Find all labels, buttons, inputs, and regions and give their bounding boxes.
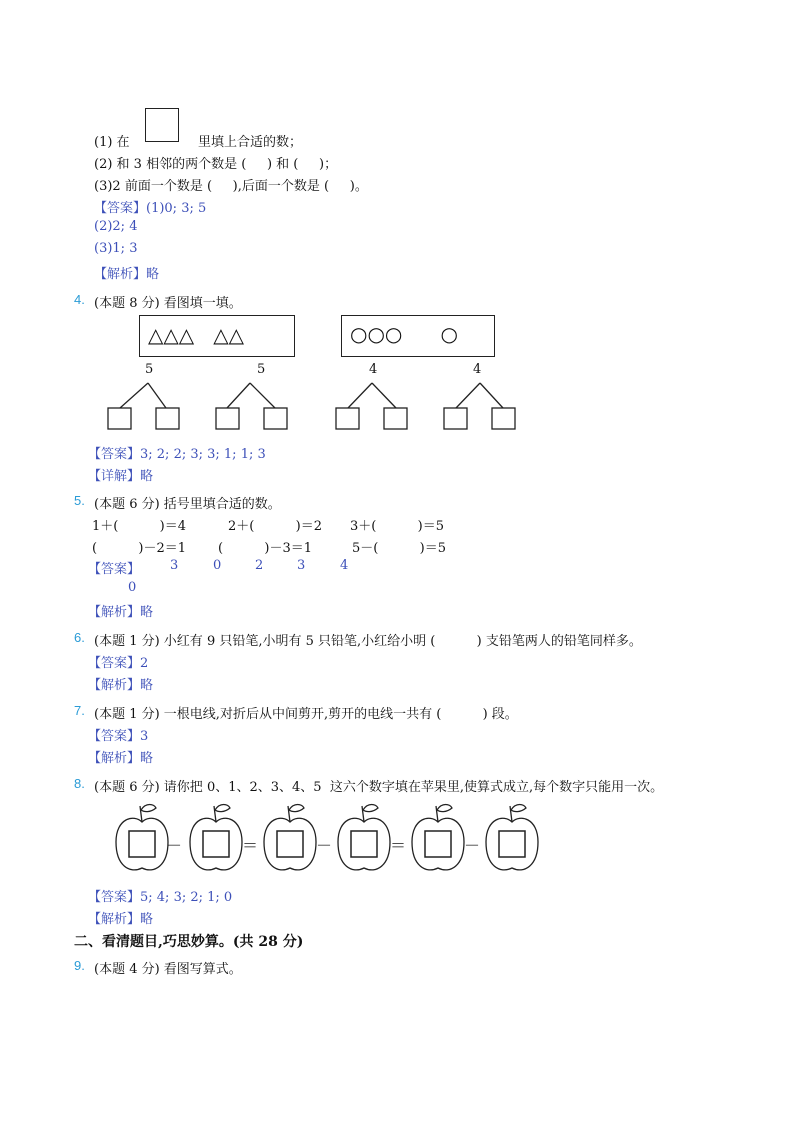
q4-analysis: 【详解】略 [88,469,154,484]
operator-symbol: － [166,836,183,855]
q4-answer: 【答案】3; 2; 2; 3; 3; 1; 1; 3 [88,447,266,462]
tree-label: 5 [257,362,266,377]
q3-answer-3: (3)1; 3 [94,241,138,256]
q9-text: (本题 4 分) 看图写算式。 [94,962,242,977]
q7-analysis: 【解析】略 [88,751,154,766]
apple-icon [486,805,538,870]
answer-box [203,831,229,857]
tree-label: 4 [369,362,378,377]
q5-answer-label: 【答案】 [88,562,141,577]
q3-part3: (3)2 前面一个数是 ( ),后面一个数是 ( )。 [94,179,368,194]
q5-number: 5. [74,493,85,508]
apple-icon [116,805,168,870]
q4-number: 4. [74,292,85,307]
answer-box [108,408,131,429]
answer-value: 3 [170,558,179,573]
q6-text: (本题 1 分) 小红有 9 只铅笔,小明有 5 只铅笔,小红给小明 ( ) 支铅笔两人的铅笔同样多。 [94,634,642,649]
q8-analysis: 【解析】略 [88,912,154,927]
q7-number: 7. [74,703,85,718]
apple-icon [190,805,242,870]
q3-part1-prefix: (1) 在 [94,135,130,150]
answer-value: 4 [340,558,349,573]
equation: 3＋( )＝5 [350,519,445,534]
q5-analysis: 【解析】略 [88,605,154,620]
q8-answer: 【答案】5; 4; 3; 2; 1; 0 [88,890,233,905]
answer-box [264,408,287,429]
q3-answer-2: (2)2; 4 [94,219,138,234]
apple-icon [412,805,464,870]
answer-value: 0 [213,558,222,573]
q3-analysis: 【解析】略 [94,267,160,282]
equation: 2＋( )＝2 [228,519,323,534]
operator-symbol: ＝ [390,836,407,855]
answer-box [351,831,377,857]
q7-answer: 【答案】3 [88,729,149,744]
q6-analysis: 【解析】略 [88,678,154,693]
circle-shapes: ○○○ ○ [350,322,458,346]
q6-answer: 【答案】2 [88,656,149,671]
answer-box [384,408,407,429]
q7-text: (本题 1 分) 一根电线,对折后从中间剪开,剪开的电线一共有 ( ) 段。 [94,707,518,722]
answer-box [499,831,525,857]
answer-box [216,408,239,429]
number-split-trees [0,0,794,440]
answer-box [129,831,155,857]
answer-box [156,408,179,429]
equation: ( )－3＝1 [218,541,313,556]
q8-number: 8. [74,776,85,791]
operator-symbol: － [464,836,481,855]
answer-box [336,408,359,429]
section-title: 二、看清题目,巧思妙算。(共 28 分) [74,934,304,950]
answer-value: 3 [297,558,306,573]
q8-text: (本题 6 分) 请你把 0、1、2、3、4、5 这六个数字填在苹果里,使算式成立,每个数字只能用一次。 [94,780,664,795]
answer-box [444,408,467,429]
answer-box [277,831,303,857]
q5-text: (本题 6 分) 括号里填合适的数。 [94,497,281,512]
answer-value: 2 [255,558,264,573]
tree-label: 4 [473,362,482,377]
answer-box [492,408,515,429]
q3-part2: (2) 和 3 相邻的两个数是 ( ) 和 ( )； [94,157,338,172]
answer-box [425,831,451,857]
apple-icon [338,805,390,870]
q4-text: (本题 8 分) 看图填一填。 [94,296,242,311]
q3-part1-suffix: 里填上合适的数； [198,135,303,150]
operator-symbol: － [316,836,333,855]
q9-number: 9. [74,958,85,973]
q3-answer: 【答案】(1)0; 3; 5 [94,201,207,216]
answer-value: 0 [128,580,137,595]
equation: 1＋( )＝4 [92,519,187,534]
equation: 5－( )＝5 [352,541,447,556]
tree-label: 5 [145,362,154,377]
triangle-shapes: △△△ △△ [148,323,244,347]
equation: ( )－2＝1 [92,541,187,556]
apple-icon [264,805,316,870]
q6-number: 6. [74,630,85,645]
operator-symbol: ＝ [242,836,259,855]
